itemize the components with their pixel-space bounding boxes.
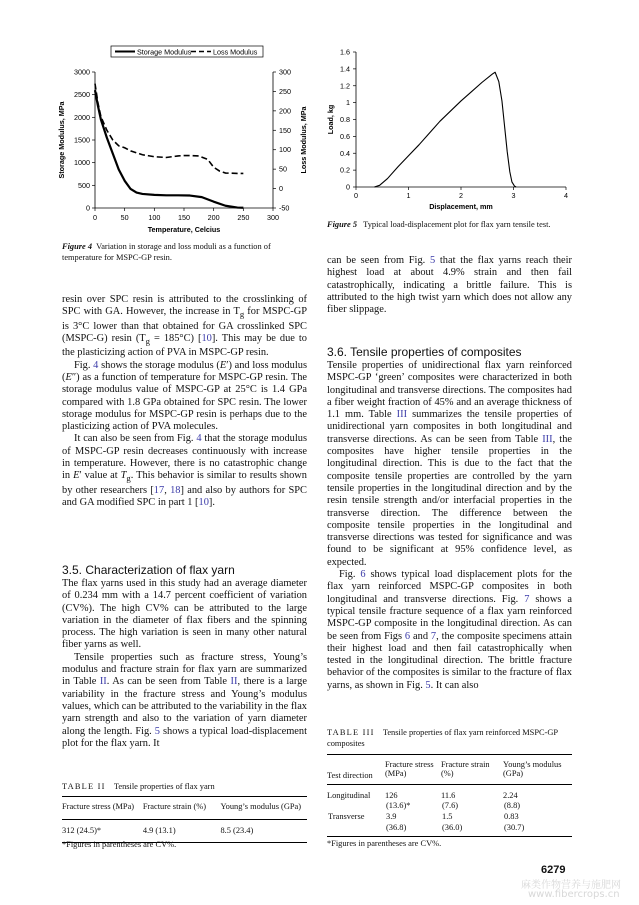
y-axis-label-left: Storage Modulus, MPa bbox=[57, 101, 66, 179]
y-tick-label: 1.2 bbox=[340, 81, 350, 91]
y-tick-label-right: 150 bbox=[279, 125, 291, 135]
paragraph: It can also be seen from Fig. 4 that the storage modulus of MSPC-GP resin decreases continuously with increase in temperature. However, there is no catastrophic change in E′ value at $T_g$. This behavior is similar to results shown by other researchers [17, 18] and also by authors for SPC and GA modified SPC in part 1 [10]. bbox=[62, 433, 307, 508]
series-loss-modulus bbox=[95, 84, 243, 174]
watermark-chinese: 麻类作物营养与施肥网 bbox=[521, 880, 621, 891]
table-cell: 8.5 (23.4) bbox=[220, 826, 254, 835]
paragraph: Tensile properties of unidirectional flax yarn reinforced MSPC-GP ‘green’ composites were characterized in both longitudinal and transverse directions. The composites had a fiber weight fraction of 45% and an average thickness of 1.1 mm. Table III summarizes the tensile properties of unidirectional yarn composites in both longitudinal and transverse directions. As can be seen from Table III, the composites have higher tensile properties in the longitudinal direction. This is due to the fact that the composite tensile properties are controlled by the yarn tensile properties in the longitudinal direction and by the resin tensile strength and/or interfacial properties in the transverse direction. The difference between the composite tensile properties in the longitudinal and transverse directions was tested for significance and was found to be significant at 95% confidence level, as expected. bbox=[327, 360, 572, 568]
x-tick-label: 3 bbox=[511, 191, 516, 200]
table-2-label: TABLE II bbox=[62, 782, 106, 791]
table-3-caption bbox=[327, 727, 572, 749]
table-2-footnote: *Figures in parentheses are CV%. bbox=[62, 840, 177, 849]
y-tick-label-left: 3000 bbox=[74, 67, 90, 77]
x-tick-label: 300 bbox=[267, 213, 279, 222]
table-cell: 126 bbox=[385, 791, 398, 800]
y-tick-label-right: 200 bbox=[279, 106, 291, 116]
y-tick-label: 1 bbox=[346, 98, 350, 108]
y-tick-label-left: 1000 bbox=[74, 158, 90, 168]
y-tick-label: 0 bbox=[346, 182, 350, 192]
figure-4-chart bbox=[55, 42, 315, 242]
y-tick-label-left: 1500 bbox=[74, 135, 90, 145]
table-2-title: Tensile properties of flax yarn bbox=[113, 782, 215, 791]
table-header-cell: Fracture strain (%) bbox=[142, 802, 207, 811]
y-tick-label-right: 0 bbox=[279, 184, 283, 194]
table-cell bbox=[327, 822, 385, 837]
series-load-displacement bbox=[374, 72, 516, 187]
right-column-lower bbox=[327, 360, 572, 692]
right-column bbox=[327, 255, 572, 316]
figure-4-caption-text: Variation in storage and loss moduli as a function of temperature for MSPC-GP resin. bbox=[62, 242, 271, 262]
figure-5-chart bbox=[322, 42, 582, 217]
table-cell: Longitudinal bbox=[327, 791, 371, 800]
table-cell: 4.9 (13.1) bbox=[142, 826, 176, 835]
table-row bbox=[327, 822, 572, 837]
table-cell: (13.6)* bbox=[386, 801, 411, 810]
y-tick-label: 1.6 bbox=[340, 47, 350, 57]
table-cell: 11.6 bbox=[441, 791, 456, 800]
table-3-footnote: *Figures in parentheses are CV%. bbox=[327, 839, 442, 848]
x-tick-label: 50 bbox=[120, 213, 129, 222]
x-tick-label: 200 bbox=[207, 213, 220, 222]
section-heading-3-6: 3.6. Tensile properties of composites bbox=[327, 345, 522, 359]
table-2-caption bbox=[62, 781, 307, 792]
y-tick-label-right: 250 bbox=[279, 86, 291, 96]
section-heading-3-5: 3.5. Characterization of flax yarn bbox=[62, 563, 235, 577]
y-tick-label: 0.4 bbox=[340, 148, 350, 158]
y-tick-label: 0.2 bbox=[340, 165, 350, 175]
x-tick-label: 4 bbox=[564, 191, 568, 200]
x-tick-label: 0 bbox=[354, 191, 358, 200]
table-row bbox=[327, 785, 572, 801]
table-row bbox=[327, 800, 572, 811]
table-cell: (36.8) bbox=[386, 823, 407, 832]
y-axis-label-right: Loss Modulus, MPa bbox=[299, 106, 308, 174]
table-header-cell: Young’s modulus (GPa) bbox=[220, 802, 302, 811]
x-tick-label: 250 bbox=[237, 213, 250, 222]
watermark-url: www.fibercrops.cn bbox=[528, 889, 620, 900]
table-header-cell: Young’s modulus (GPa) bbox=[503, 760, 562, 778]
table-cell: 3.9 bbox=[386, 812, 397, 821]
y-tick-label-right: -50 bbox=[279, 203, 290, 213]
table-header-row bbox=[62, 797, 307, 820]
table-header-cell: Fracture stress (MPa) bbox=[385, 760, 434, 778]
paragraph: Tensile properties such as fracture stress, Young’s modulus and fracture strain for flax yarn are summarized in Table II. As can be seen from Table II, there is a large variability in the fracture stress and Young’s modulus values, which can be attributed to the variability in the flax yarn strength and also to the variation of yarn diameter along the length. Fig. 5 shows a typical load-displacement plot for the flax yarn. It bbox=[62, 651, 307, 749]
table-cell: (7.6) bbox=[442, 801, 459, 810]
table-cell: (36.0) bbox=[442, 823, 463, 832]
table-3 bbox=[327, 754, 572, 837]
legend-label: Storage Modulus bbox=[137, 47, 192, 57]
table-cell: Transverse bbox=[328, 812, 365, 821]
paragraph: can be seen from Fig. 5 that the flax yarns reach their highest load at about 4.9% strain and then fail catastrophically, indicating a brittle failure. This is attributed to the high twist yarn which does not allow any fiber slippage. bbox=[327, 255, 572, 316]
x-tick-label: 0 bbox=[93, 213, 97, 222]
table-3-title: Tensile properties of flax yarn reinforced MSPC-GP composites bbox=[327, 728, 558, 748]
figure-5-caption-text: Typical load-displacement plot for flax yarn tensile test. bbox=[363, 220, 551, 229]
table-cell: 0.83 bbox=[504, 812, 519, 821]
x-tick-label: 2 bbox=[459, 191, 463, 200]
y-tick-label: 1.4 bbox=[340, 64, 350, 74]
series-storage-modulus bbox=[95, 90, 243, 208]
x-axis-label: Temperature, Celcius bbox=[147, 225, 221, 234]
paragraph: The flax yarns used in this study had an average diameter of 0.234 mm with a 14.7 percent coefficient of variation (CV%). The high CV% can be attributed to the large variation in the diameter of flax fibers and the spinning process. The high variation is seen in many other natural fiber yarns as well. bbox=[62, 578, 307, 651]
table-cell: (30.7) bbox=[504, 823, 525, 832]
y-tick-label: 0.6 bbox=[340, 131, 350, 141]
y-axis-label: Load, kg bbox=[326, 104, 335, 135]
x-axis-label: Displacement, mm bbox=[429, 202, 493, 211]
y-tick-label-left: 0 bbox=[86, 203, 90, 213]
x-tick-label: 150 bbox=[178, 213, 190, 222]
y-tick-label-right: 100 bbox=[279, 145, 291, 155]
y-tick-label: 0.8 bbox=[340, 115, 350, 124]
legend-label: Loss Modulus bbox=[213, 47, 258, 57]
table-2 bbox=[62, 796, 307, 843]
y-tick-label-left: 2500 bbox=[74, 90, 90, 100]
table-cell: 2.24 bbox=[503, 791, 518, 800]
paragraph: Fig. 6 shows typical load displacement plots for the flax yarn reinforced MSPC-GP composites in both longitudinal and transverse directions. Fig. 7 shows a typical tensile fracture sequence of a flax yarn reinforced MSPC-GP composite in the longitudinal direction. As can be seen from Figs 6 and 7, the composite specimens attain their highest load and then fail catastrophically when tested in the longitudinal direction. The brittle fracture behavior of the composites is similar to the fracture of flax yarns, as shown in Fig. 5. It can also bbox=[327, 569, 573, 691]
table-header-cell: Fracture strain (%) bbox=[441, 760, 490, 778]
table-cell: 312 (24.5)* bbox=[62, 826, 102, 835]
x-tick-label: 1 bbox=[406, 191, 411, 200]
figure-5-caption bbox=[327, 219, 587, 230]
left-column-lower bbox=[62, 578, 307, 750]
table-3-label: TABLE III bbox=[327, 728, 375, 737]
y-tick-label-left: 2000 bbox=[74, 112, 90, 122]
paragraph: Fig. 4 shows the storage modulus (E′) and loss modulus (E″) as a function of temperature for MSPC-GP resin. The storage modulus value of MSPC-GP at 25°C is 1.4 GPa compared with 1.8 GPa obtained for SPC resin. The lower storage modulus for MSPC-GP resin is perhaps due to the plasticizing action of PVA molecules. bbox=[62, 359, 307, 433]
table-header-row bbox=[327, 755, 572, 785]
table-cell bbox=[327, 800, 385, 811]
table-row bbox=[327, 811, 572, 822]
y-tick-label-right: 50 bbox=[279, 164, 287, 174]
figure-4-label: Figure 4 bbox=[62, 242, 93, 251]
paragraph: resin over SPC resin is attributed to the crosslinking of SPC with GA. However, the increase in $T_g$ for MSPC-GP is 3°C lower than that obtained for GA crosslinked SPC (MSPC-G) resin $(T_g = 185^\circ C)$ [10]. This may be due to the plasticizing action of PVA in MSPC-GP resin. bbox=[62, 294, 308, 359]
table-cell: 1.5 bbox=[442, 812, 453, 821]
table-header-cell: Test direction bbox=[327, 771, 373, 780]
figure-5-label: Figure 5 bbox=[327, 220, 358, 229]
table-cell: (8.8) bbox=[504, 801, 521, 810]
left-column bbox=[62, 294, 307, 509]
y-tick-label-right: 300 bbox=[279, 67, 291, 77]
y-tick-label-left: 500 bbox=[78, 180, 90, 190]
page-number: 6279 bbox=[541, 864, 566, 876]
figure-4-caption bbox=[62, 241, 312, 263]
table-header-cell: Fracture stress (MPa) bbox=[62, 802, 135, 811]
x-tick-label: 100 bbox=[148, 213, 161, 222]
